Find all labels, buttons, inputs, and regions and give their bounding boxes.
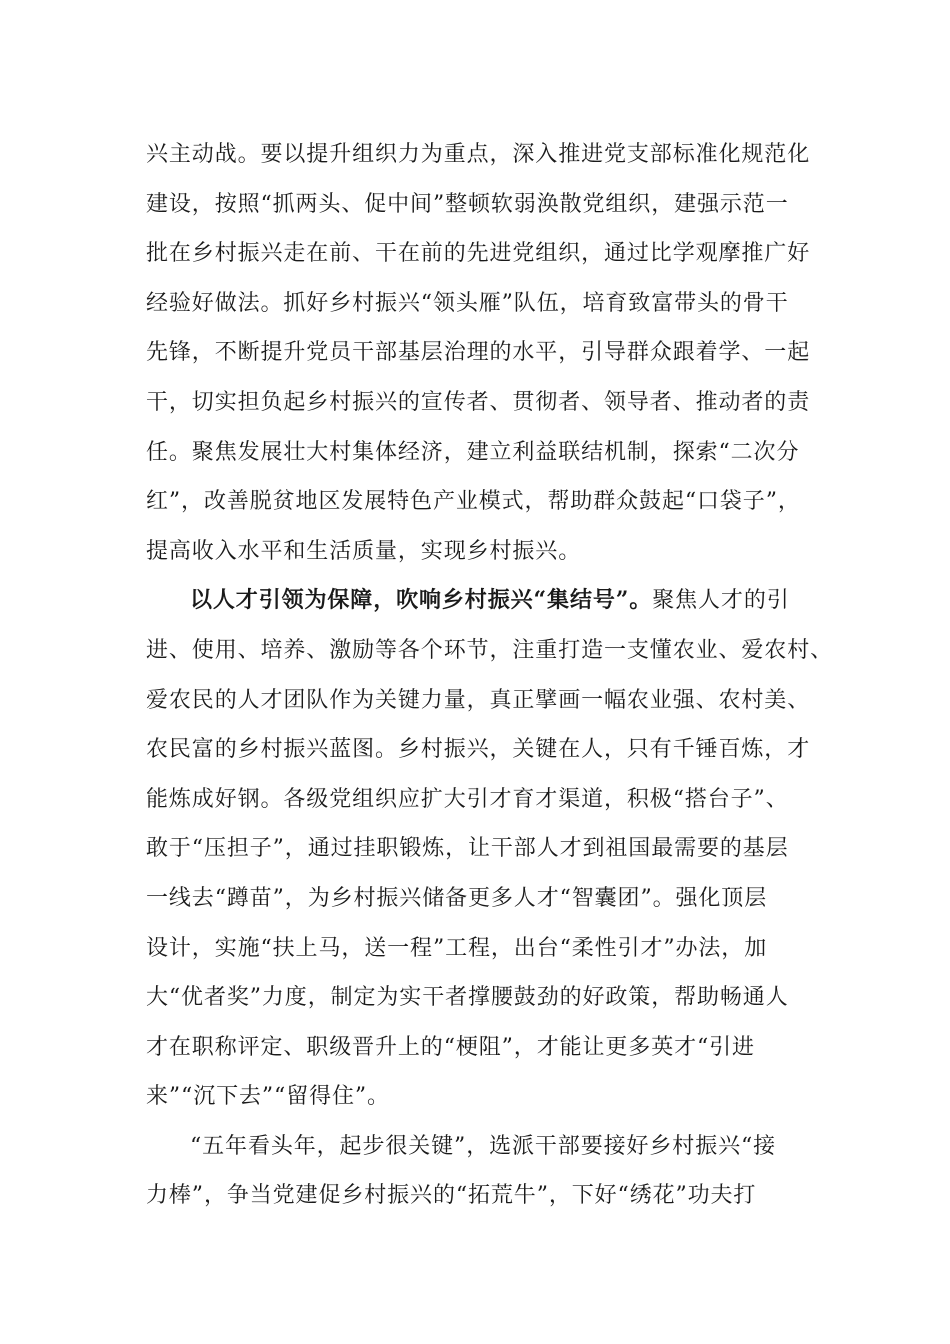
- text-line: 爱农民的人才团队作为关键力量，真正擘画一幅农业强、农村美、: [146, 687, 811, 713]
- text-run: 聚焦人才的引: [652, 588, 790, 614]
- text-line: 批在乡村振兴走在前、干在前的先进党组织，通过比学观摩推广好: [146, 241, 811, 267]
- text-line: 干，切实担负起乡村振兴的宣传者、贯彻者、领导者、推动者的责: [146, 389, 811, 415]
- text-line: 先锋，不断提升党员干部基层治理的水平，引导群众跟着学、一起: [146, 340, 811, 366]
- text-line: 能炼成好钢。各级党组织应扩大引才育才渠道，积极“搭台子”、: [146, 786, 789, 812]
- text-line: 提高收入水平和生活质量，实现乡村振兴。: [146, 538, 582, 564]
- text-line: “五年看头年，起步很关键”，选派干部要接好乡村振兴“接: [190, 1133, 777, 1159]
- text-line: 经验好做法。抓好乡村振兴“领头雁”队伍，培育致富带头的骨干: [146, 290, 789, 316]
- document-body: [146, 130, 834, 1221]
- text-line: 设计，实施“扶上马，送一程”工程，出台“柔性引才”办法，加: [146, 935, 768, 961]
- text-line: 兴主动战。要以提升组织力为重点，深入推进党支部标准化规范化: [146, 142, 811, 167]
- text-line: 敢于“压担子”，通过挂职锻炼，让干部人才到祖国最需要的基层: [146, 836, 789, 862]
- text-line: 大“优者奖”力度，制定为实干者撑腰鼓劲的好政策，帮助畅通人: [146, 985, 789, 1011]
- paragraph-heading-line: [146, 576, 826, 626]
- paragraph-heading: 以人才引领为保障，吹响乡村振兴“集结号”。: [190, 587, 653, 614]
- text-line: 才在职称评定、职级晋升上的“梗阻”，才能让更多英才“引进: [146, 1034, 755, 1060]
- text-line: 农民富的乡村振兴蓝图。乡村振兴，关键在人，只有千锤百炼，才: [146, 737, 811, 763]
- text-line: 力棒”，争当党建促乡村振兴的“拓荒牛”，下好“绣花”功夫打: [146, 1183, 757, 1209]
- text-line: 红”，改善脱贫地区发展特色产业模式，帮助群众鼓起“口袋子”，: [146, 489, 801, 515]
- text-line: 一线去“蹲苗”，为乡村振兴储备更多人才“智囊团”。强化顶层: [146, 885, 768, 911]
- text-line: 进、使用、培养、激励等各个环节，注重打造一支懂农业、爱农村、: [146, 637, 834, 663]
- text-line: 建设，按照“抓两头、促中间”整顿软弱涣散党组织，建强示范一: [146, 191, 789, 217]
- text-line: 来”“沉下去”“留得住”。: [146, 1084, 390, 1110]
- text-line: 任。聚焦发展壮大村集体经济，建立利益联结机制，探索“二次分: [146, 439, 800, 465]
